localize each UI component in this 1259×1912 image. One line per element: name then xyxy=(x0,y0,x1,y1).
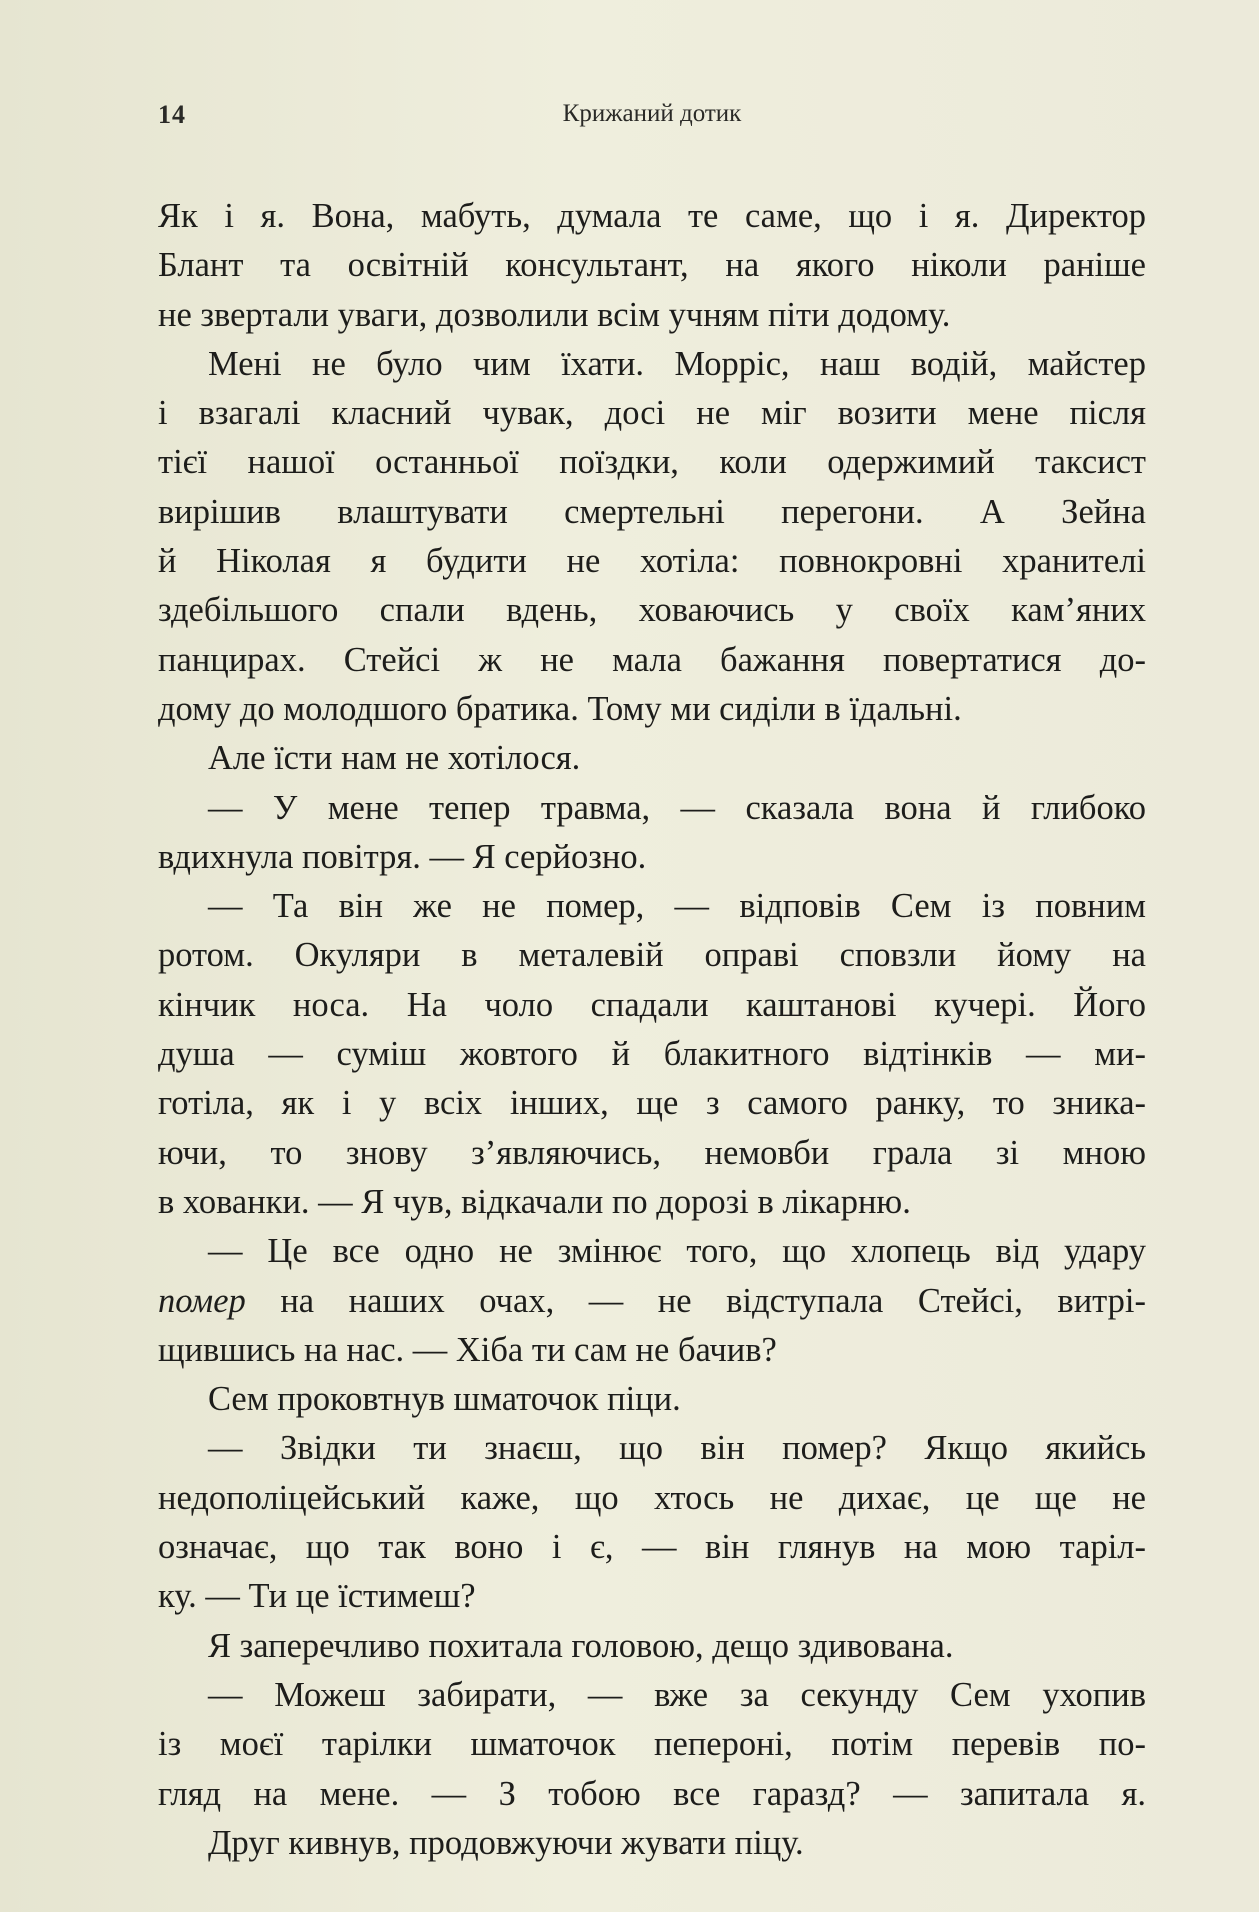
text-line: означає, що так воно і є, — він глянув на мою таріл- xyxy=(158,1528,1146,1567)
text-line: Друг кивнув, продовжуючи жувати піцу. xyxy=(208,1823,804,1862)
text-line: гляд на мене. — З тобою все гаразд? — запитала я. xyxy=(158,1774,1146,1813)
text-line: кінчик носа. На чоло спадали каштанові кучері. Його xyxy=(158,985,1146,1024)
text-line: — Це все одно не змінює того, що хлопець від удару xyxy=(208,1232,1146,1271)
text-line: Сем проковтнув шматочок піци. xyxy=(208,1380,681,1419)
text-line: Як і я. Вона, мабуть, думала те саме, що і я. Директор xyxy=(158,197,1146,235)
text-line: Блант та освітній консультант, на якого ніколи раніше xyxy=(158,246,1146,285)
page-number: 14 xyxy=(158,100,186,129)
text-line: щившись на нас. — Хіба ти сам не бачив? xyxy=(158,1330,777,1369)
text-line: душа — суміш жовтого й блакитного відтінків — ми- xyxy=(158,1035,1146,1074)
text-line: ючи, то знову з’являючись, немовби грала зі мною xyxy=(158,1133,1146,1172)
text-line: не звертали уваги, дозволили всім учням піти додому. xyxy=(158,295,951,334)
text-line: здебільшого спали вдень, ховаючись у своїх кам’яних xyxy=(158,591,1146,630)
line-text: на наших очах, — не відступала Стейсі, витрі- xyxy=(245,1281,1146,1320)
text-line xyxy=(158,1277,1146,1326)
text-line: дому до молодшого братика. Тому ми сиділи в їдальні. xyxy=(158,689,962,728)
text-line: — Звідки ти знаєш, що він помер? Якщо якийсь xyxy=(208,1429,1146,1468)
text-line: Але їсти нам не хотілося. xyxy=(208,739,581,778)
text-line: вирішив влаштувати смертельні перегони. А Зейна xyxy=(158,492,1146,531)
text-line: вдихнула повітря. — Я серйозно. xyxy=(158,837,647,876)
running-title: Крижаний дотик xyxy=(562,100,742,127)
text-line: в хованки. — Я чув, відкачали по дорозі в лікарню. xyxy=(158,1182,911,1221)
text-line: — Можеш забирати, — вже за секунду Сем ухопив xyxy=(208,1675,1146,1714)
text-line: готіла, як і у всіх інших, ще з самого ранку, то зника- xyxy=(158,1084,1146,1123)
text-line: із моєї тарілки шматочок пепероні, потім перевів по- xyxy=(158,1725,1146,1764)
page-header xyxy=(158,100,1146,140)
text-line: тієї нашої останньої поїздки, коли одержимий таксист xyxy=(158,443,1146,482)
text-line: Мені не було чим їхати. Морріс, наш водій, майстер xyxy=(208,344,1146,383)
text-line: — Та він же не помер, — відповів Сем із повним xyxy=(208,887,1146,926)
text-line: ротом. Окуляри в металевій оправі сповзли йому на xyxy=(158,936,1146,975)
text-line: ку. — Ти це їстимеш? xyxy=(158,1577,476,1616)
text-line: — У мене тепер травма, — сказала вона й глибоко xyxy=(208,788,1146,827)
text-line: панцирах. Стейсі ж не мала бажання повертатися до- xyxy=(158,640,1146,679)
text-line: й Ніколая я будити не хотіла: повнокровні хранителі xyxy=(158,542,1146,581)
italic-word: помер xyxy=(158,1281,246,1320)
body-text xyxy=(158,192,1146,1868)
text-line: Я заперечливо похитала головою, дещо здивована. xyxy=(208,1626,954,1665)
text-line: недополіцейський каже, що хтось не дихає, це ще не xyxy=(158,1478,1146,1517)
text-line: і взагалі класний чувак, досі не міг возити мене після xyxy=(158,394,1146,433)
